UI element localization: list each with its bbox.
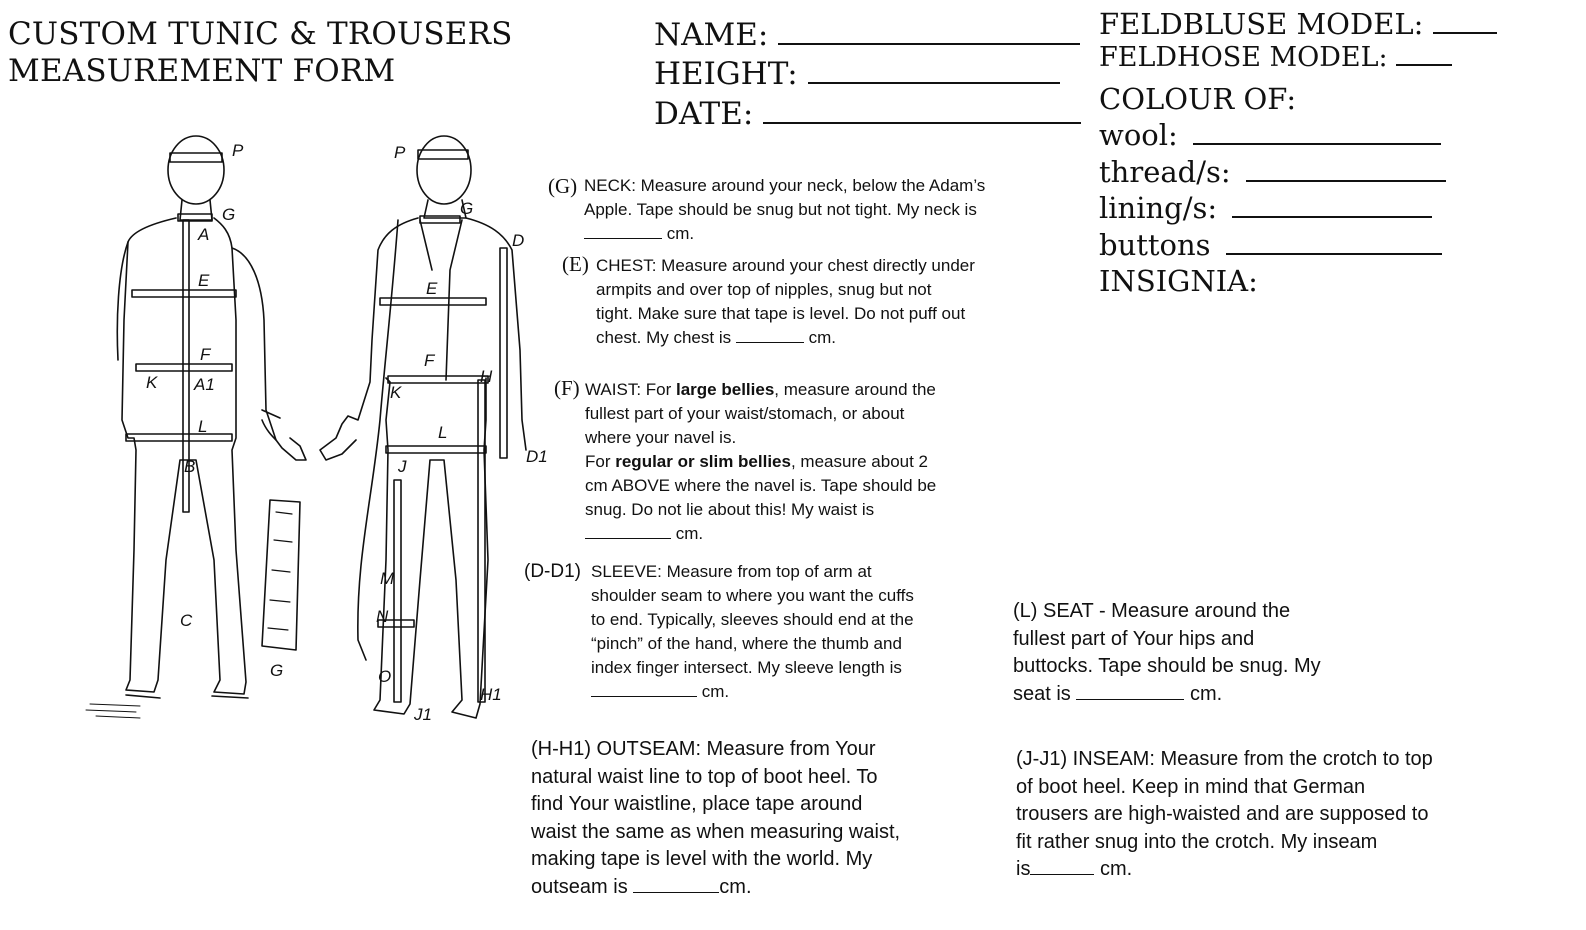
inseam-line1: (J-J1) INSEAM: Measure from the crotch to top (1016, 748, 1433, 770)
feldhose-row (1099, 40, 1452, 76)
neck-section (548, 174, 1028, 246)
neck-measure-field[interactable] (584, 223, 662, 239)
feldhose-field[interactable] (1396, 44, 1452, 66)
waist-code: (F) (554, 376, 580, 400)
feldbluse-row (1099, 6, 1497, 42)
chest-line3: tight. Make sure that tape is level. Do not puff out (596, 304, 966, 323)
name-row (654, 16, 1080, 55)
back-label-a1: A1 (194, 375, 215, 394)
outseam-line3: find Your waistline, place tape around (531, 793, 863, 816)
waist-line4-b: , measure about 2 (790, 452, 929, 471)
seat-unit: cm. (1189, 682, 1223, 705)
outseam-line1: (H-H1) OUTSEAM: Measure from Your (531, 738, 876, 760)
height-label: HEIGHT: (654, 56, 798, 92)
wool-row (1099, 117, 1441, 153)
inseam-unit: cm. (1100, 858, 1133, 881)
name-field[interactable] (778, 19, 1080, 45)
front-label-j1: J1 (414, 705, 432, 724)
feldbluse-label: FELDBLUSE MODEL: (1099, 7, 1424, 41)
inseam-line5: is (1016, 858, 1031, 881)
waist-unit: cm. (675, 524, 704, 543)
back-label-p: P (232, 141, 244, 160)
front-label-f: F (424, 351, 435, 370)
waist-line5: cm ABOVE where the navel is. Tape should be (585, 476, 937, 495)
back-label-c: C (180, 611, 193, 630)
waist-line2: fullest part of your waist/stomach, or about (585, 404, 905, 423)
lining-row (1099, 190, 1432, 226)
front-label-n: N (376, 607, 389, 626)
back-label-b: B (184, 457, 196, 476)
waist-measure-field[interactable] (585, 523, 671, 539)
front-label-d: D (512, 231, 525, 250)
seat-measure-field[interactable] (1076, 681, 1184, 700)
back-label-l: L (198, 417, 208, 436)
thread-field[interactable] (1246, 156, 1446, 182)
chest-line4: chest. My chest is (596, 328, 732, 347)
chest-unit: cm. (808, 328, 836, 347)
collar-piece (262, 500, 300, 650)
sleeve-line2: shoulder seam to where you want the cuffs (591, 586, 914, 605)
waist-line1-a: WAIST: For (585, 380, 676, 399)
thread-label: thread/s: (1099, 155, 1231, 189)
form-title-line2: MEASUREMENT FORM (8, 53, 396, 89)
feldbluse-field[interactable] (1433, 10, 1497, 34)
back-label-k: K (146, 373, 158, 392)
inseam-section (1016, 746, 1486, 884)
chest-code: (E) (562, 252, 589, 276)
front-label-j: J (398, 457, 407, 476)
sleeve-code: (D-D1) (524, 561, 581, 582)
front-label-d1: D1 (526, 447, 548, 466)
chest-line1: CHEST: Measure around your chest directly under (596, 256, 975, 275)
wool-label: wool: (1099, 118, 1178, 152)
thread-row (1099, 154, 1446, 190)
front-label-o: O (378, 667, 392, 686)
inseam-line4: fit rather snug into the crotch. My inseam (1016, 830, 1378, 853)
chest-section (562, 254, 1022, 354)
outseam-line2: natural waist line to top of boot heel. To (531, 765, 878, 788)
front-label-l: L (438, 423, 448, 442)
form-title (8, 16, 513, 90)
neck-code: (G) (548, 174, 578, 198)
insignia-label: INSIGNIA: (1099, 264, 1258, 298)
seat-line4: seat is (1013, 682, 1071, 705)
height-row (654, 55, 1060, 94)
lining-label: lining/s: (1099, 191, 1218, 225)
back-figure (86, 136, 306, 718)
seat-line2: fullest part of Your hips and (1013, 627, 1255, 650)
date-row (654, 95, 1081, 134)
chest-line2: armpits and over top of nipples, snug but not (596, 280, 932, 299)
inseam-measure-field[interactable] (1030, 856, 1094, 875)
front-figure (320, 136, 526, 718)
front-label-h: H (480, 367, 493, 386)
front-label-e: E (426, 279, 438, 298)
outseam-measure-field[interactable] (633, 874, 719, 893)
sleeve-line3: to end. Typically, sleeves should end at the (591, 610, 914, 629)
outseam-line6: outseam is (531, 875, 628, 898)
sleeve-measure-field[interactable] (591, 681, 697, 697)
wool-field[interactable] (1193, 119, 1441, 145)
outseam-line4: waist the same as when measuring waist, (531, 820, 901, 843)
front-label-p: P (394, 143, 406, 162)
front-label-k: K (390, 383, 402, 402)
waist-line4-bold: regular or slim bellies (615, 452, 791, 471)
chest-measure-field[interactable] (736, 327, 804, 343)
measurement-figure-illustration (0, 120, 560, 740)
waist-line1-bold: large bellies (676, 380, 775, 399)
date-field[interactable] (763, 98, 1081, 124)
waist-line3: where your navel is. (585, 428, 737, 447)
waist-line1-b: , measure around the (774, 380, 936, 399)
front-label-h1: H1 (480, 685, 502, 704)
date-label: DATE: (654, 96, 754, 132)
collar-label-g: G (270, 661, 284, 680)
sleeve-section (524, 560, 964, 710)
seat-section (1013, 598, 1373, 708)
back-label-a: A (198, 225, 210, 244)
outseam-line5: making tape is level with the world. My (531, 848, 873, 871)
inseam-line3: trousers are high-waisted and are supposed to (1016, 803, 1429, 826)
feldhose-label: FELDHOSE MODEL: (1099, 42, 1388, 73)
waist-line4-a: For (585, 452, 616, 471)
name-label: NAME: (654, 17, 769, 53)
form-title-line1: CUSTOM TUNIC & TROUSERS (8, 16, 513, 52)
waist-section (554, 378, 974, 548)
lining-field[interactable] (1232, 192, 1432, 218)
outseam-section (531, 736, 951, 902)
neck-unit: cm. (666, 224, 695, 243)
sleeve-unit: cm. (701, 682, 730, 701)
back-label-e: E (198, 271, 210, 290)
front-label-g: G (460, 199, 474, 218)
buttons-label: buttons (1099, 228, 1211, 262)
neck-line2: Apple. Tape should be snug but not tight. My neck is (584, 200, 977, 219)
sleeve-line1: SLEEVE: Measure from top of arm at (591, 562, 872, 581)
height-field[interactable] (808, 58, 1060, 84)
colour-label: COLOUR OF: (1099, 82, 1297, 116)
buttons-field[interactable] (1226, 229, 1442, 255)
waist-line6: snug. Do not lie about this! My waist is (585, 500, 875, 519)
back-label-f: F (200, 345, 211, 364)
seat-line1: (L) SEAT - Measure around the (1013, 600, 1291, 622)
front-label-m: M (380, 569, 395, 588)
back-label-g: G (222, 205, 236, 224)
buttons-row (1099, 227, 1442, 263)
sleeve-line5: index finger intersect. My sleeve length is (591, 658, 902, 677)
inseam-line2: of boot heel. Keep in mind that German (1016, 775, 1366, 798)
seat-line3: buttocks. Tape should be snug. My (1013, 655, 1321, 678)
sleeve-line4: “pinch” of the hand, where the thumb and (591, 634, 902, 653)
neck-line1: NECK: Measure around your neck, below the Adam’s (584, 176, 986, 195)
outseam-unit: cm. (719, 875, 752, 898)
